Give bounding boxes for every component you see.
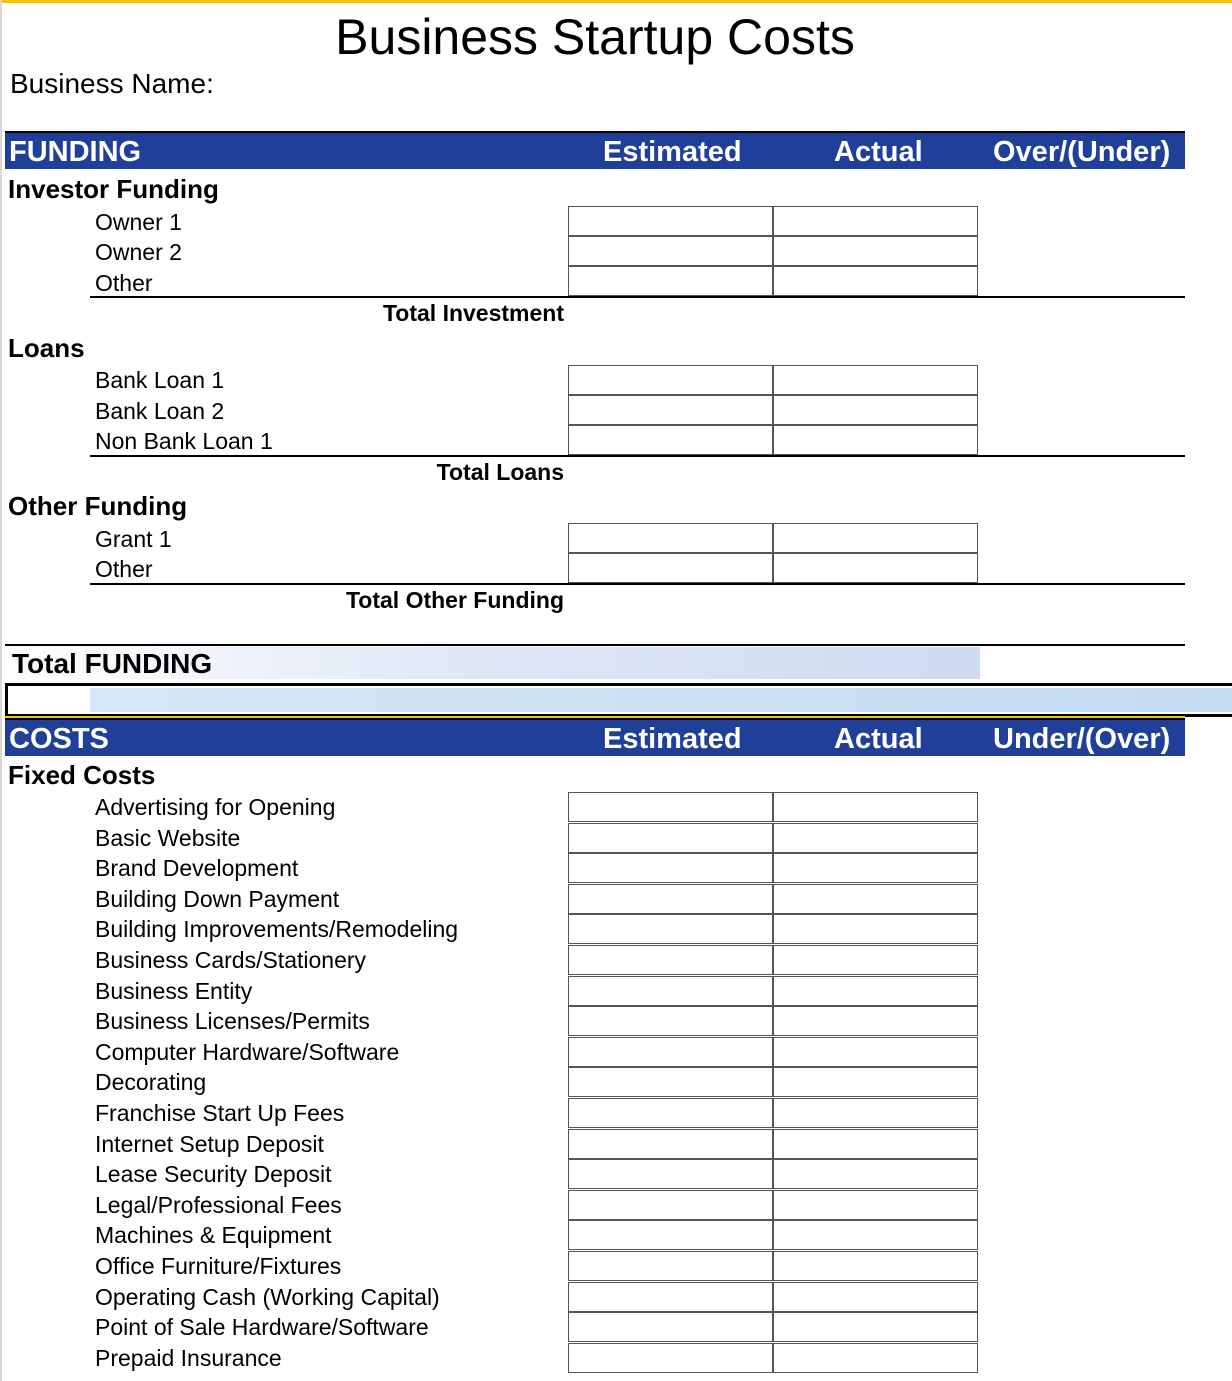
estimated-cell[interactable] [568, 1312, 773, 1342]
fixed-cost-label: Lease Security Deposit [95, 1161, 332, 1187]
actual-cell[interactable] [773, 266, 978, 296]
estimated-cell[interactable] [568, 1037, 773, 1067]
actual-cell[interactable] [773, 1251, 978, 1281]
total-other-funding-label: Total Other Funding [345, 587, 564, 613]
estimated-cell[interactable] [568, 1220, 773, 1250]
estimated-cell[interactable] [568, 1190, 773, 1220]
actual-cell[interactable] [773, 236, 978, 266]
costs-header-estimated: Estimated [603, 723, 742, 755]
actual-cell[interactable] [773, 1282, 978, 1312]
total-investment-label: Total Investment [382, 300, 564, 326]
section-fixed-costs: Fixed Costs [8, 760, 156, 790]
actual-cell[interactable] [773, 1220, 978, 1250]
estimated-cell[interactable] [568, 914, 773, 944]
fixed-cost-label: Internet Setup Deposit [95, 1131, 324, 1157]
funding-header-actual: Actual [834, 136, 923, 168]
estimated-cell[interactable] [568, 1159, 773, 1189]
estimated-cell[interactable] [568, 823, 773, 853]
funding-header-estimated: Estimated [603, 136, 742, 168]
fixed-cost-label: Office Furniture/Fixtures [95, 1253, 342, 1279]
actual-cell[interactable] [773, 884, 978, 914]
estimated-cell[interactable] [568, 1282, 773, 1312]
actual-cell[interactable] [773, 1067, 978, 1097]
section-other-funding: Other Funding [8, 491, 188, 521]
actual-cell[interactable] [773, 792, 978, 822]
fixed-cost-label: Business Entity [95, 978, 253, 1004]
fixed-cost-label: Building Down Payment [95, 886, 340, 912]
estimated-cell[interactable] [568, 792, 773, 822]
actual-cell[interactable] [773, 365, 978, 395]
actual-cell[interactable] [773, 425, 978, 455]
costs-header-title: COSTS [9, 723, 109, 755]
estimated-cell[interactable] [568, 853, 773, 883]
funding-header-title: FUNDING [9, 136, 142, 168]
estimated-cell[interactable] [568, 1343, 773, 1373]
estimated-cell[interactable] [568, 395, 773, 425]
actual-cell[interactable] [773, 1006, 978, 1036]
item-label: Other [95, 556, 153, 582]
estimated-cell[interactable] [568, 206, 773, 236]
fixed-cost-label: Business Licenses/Permits [95, 1008, 370, 1034]
actual-cell[interactable] [773, 976, 978, 1006]
costs-header-under-over: Under/(Over) [993, 723, 1171, 755]
actual-cell[interactable] [773, 945, 978, 975]
total-funding-line [5, 644, 1185, 646]
estimated-cell[interactable] [568, 1006, 773, 1036]
item-label: Owner 1 [95, 209, 182, 235]
actual-cell[interactable] [773, 206, 978, 236]
estimated-cell[interactable] [568, 266, 773, 296]
estimated-cell[interactable] [568, 1067, 773, 1097]
estimated-cell[interactable] [568, 365, 773, 395]
item-label: Non Bank Loan 1 [95, 428, 273, 454]
estimated-cell[interactable] [568, 523, 773, 553]
funding-header-over-under: Over/(Under) [993, 136, 1171, 168]
fixed-cost-label: Point of Sale Hardware/Software [95, 1314, 429, 1340]
item-label: Bank Loan 1 [95, 367, 225, 393]
estimated-cell[interactable] [568, 1098, 773, 1128]
subtotal-line [90, 583, 1185, 585]
estimated-cell[interactable] [568, 553, 773, 583]
total-loans-label: Total Loans [436, 459, 564, 485]
item-label: Bank Loan 2 [95, 398, 225, 424]
fixed-cost-label: Computer Hardware/Software [95, 1039, 400, 1065]
actual-cell[interactable] [773, 1312, 978, 1342]
fixed-cost-label: Decorating [95, 1069, 207, 1095]
estimated-cell[interactable] [568, 976, 773, 1006]
item-label: Owner 2 [95, 239, 182, 265]
actual-cell[interactable] [773, 853, 978, 883]
selected-row-fill [90, 688, 1232, 712]
actual-cell[interactable] [773, 395, 978, 425]
sheet-top-border [0, 0, 1232, 3]
actual-cell[interactable] [773, 1037, 978, 1067]
actual-cell[interactable] [773, 1098, 978, 1128]
fixed-cost-label: Building Improvements/Remodeling [95, 916, 459, 942]
estimated-cell[interactable] [568, 1251, 773, 1281]
fixed-cost-label: Basic Website [95, 825, 241, 851]
subtotal-line [90, 296, 1185, 298]
item-label: Other [95, 270, 153, 296]
fixed-cost-label: Operating Cash (Working Capital) [95, 1284, 440, 1310]
estimated-cell[interactable] [568, 884, 773, 914]
fixed-cost-label: Advertising for Opening [95, 794, 336, 820]
actual-cell[interactable] [773, 553, 978, 583]
fixed-cost-label: Franchise Start Up Fees [95, 1100, 345, 1126]
total-funding-label: Total FUNDING [12, 648, 213, 679]
sheet-left-border [0, 0, 2, 1381]
fixed-cost-label: Prepaid Insurance [95, 1345, 282, 1371]
costs-header [5, 718, 1185, 756]
estimated-cell[interactable] [568, 425, 773, 455]
actual-cell[interactable] [773, 1129, 978, 1159]
estimated-cell[interactable] [568, 236, 773, 266]
actual-cell[interactable] [773, 823, 978, 853]
page-title: Business Startup Costs [335, 9, 855, 65]
fixed-cost-label: Machines & Equipment [95, 1222, 332, 1248]
section-loans: Loans [8, 333, 85, 363]
section-investor-funding: Investor Funding [8, 174, 219, 204]
costs-header-actual: Actual [834, 723, 923, 755]
estimated-cell[interactable] [568, 945, 773, 975]
item-label: Grant 1 [95, 526, 172, 552]
actual-cell[interactable] [773, 1343, 978, 1373]
fixed-cost-label: Business Cards/Stationery [95, 947, 367, 973]
business-name-label: Business Name: [10, 68, 214, 99]
estimated-cell[interactable] [568, 1129, 773, 1159]
actual-cell[interactable] [773, 1159, 978, 1189]
fixed-cost-label: Brand Development [95, 855, 299, 881]
actual-cell[interactable] [773, 914, 978, 944]
actual-cell[interactable] [773, 523, 978, 553]
fixed-cost-label: Legal/Professional Fees [95, 1192, 342, 1218]
funding-header [5, 131, 1185, 169]
actual-cell[interactable] [773, 1190, 978, 1220]
subtotal-line [90, 455, 1185, 457]
